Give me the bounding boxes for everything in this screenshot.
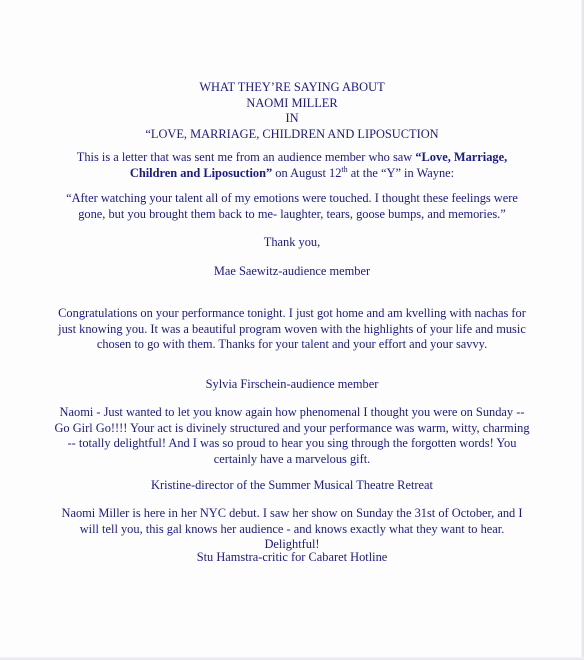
heading-line-2: NAOMI MILLER [246, 95, 338, 110]
testimonial-4-signature: Stu Hamstra-critic for Cabaret Hotline [196, 550, 388, 564]
letter-intro-text: This is a letter that was sent me from an audience member who saw [76, 150, 416, 164]
show-title: “Love, Marriage, Children and Liposuction” [129, 150, 508, 180]
testimonial-4-text: Naomi Miller is here in her NYC debut. I saw her show on Sunday the 31st of October, and I will tell you, this gal knows her audience - and knows exactly what they want to hear. [61, 506, 523, 536]
letter-thanks: Thank you, [263, 235, 321, 249]
heading-line-4: “LOVE, MARRIAGE, CHILDREN AND LIPOSUCTION [145, 126, 439, 141]
testimonial-3-signature: Kristine-director of the Summer Musical Theatre Retreat [151, 478, 433, 492]
page-heading [52, 80, 532, 142]
date-suffix: th [341, 164, 348, 174]
testimonial-2-signature: Sylvia Firschein-audience member [205, 377, 379, 391]
letter-on-text: on August 12 [272, 165, 342, 180]
letter-intro [52, 150, 532, 181]
heading-line-1: WHAT THEY’RE SAYING ABOUT [199, 80, 385, 94]
testimonial-2-text: Congratulations on your performance tonight. I just got home and am kvelling with nachas for just knowing you. It was a beautiful program woven with the highlights of your life and music chosen to go with them. Thanks for your talent and your effort and your savvy. [58, 306, 526, 351]
heading-line-3: IN [285, 111, 299, 125]
testimonial-4-delightful: Delightful! [264, 537, 320, 551]
letter-quote: “After watching your talent all of my emotions were touched. I thought these feelings were gone, but you brought them back to me- laughter, tears, goose bumps, and memories.” [66, 191, 518, 221]
testimonial-3-text: Naomi - Just wanted to let you know again how phenomenal I thought you were on Sunday -- Go Girl Go!!!! Your act is divinely structured and your performance was warm, witty, charming -- totally delightful! And I was so proud to hear you sing through the forgotten words! You certainly have a marvelous gift. [54, 405, 530, 466]
letter-at-text: at the “Y” in Wayne: [347, 165, 455, 180]
letter-signature: Mae Saewitz-audience member [213, 264, 371, 278]
